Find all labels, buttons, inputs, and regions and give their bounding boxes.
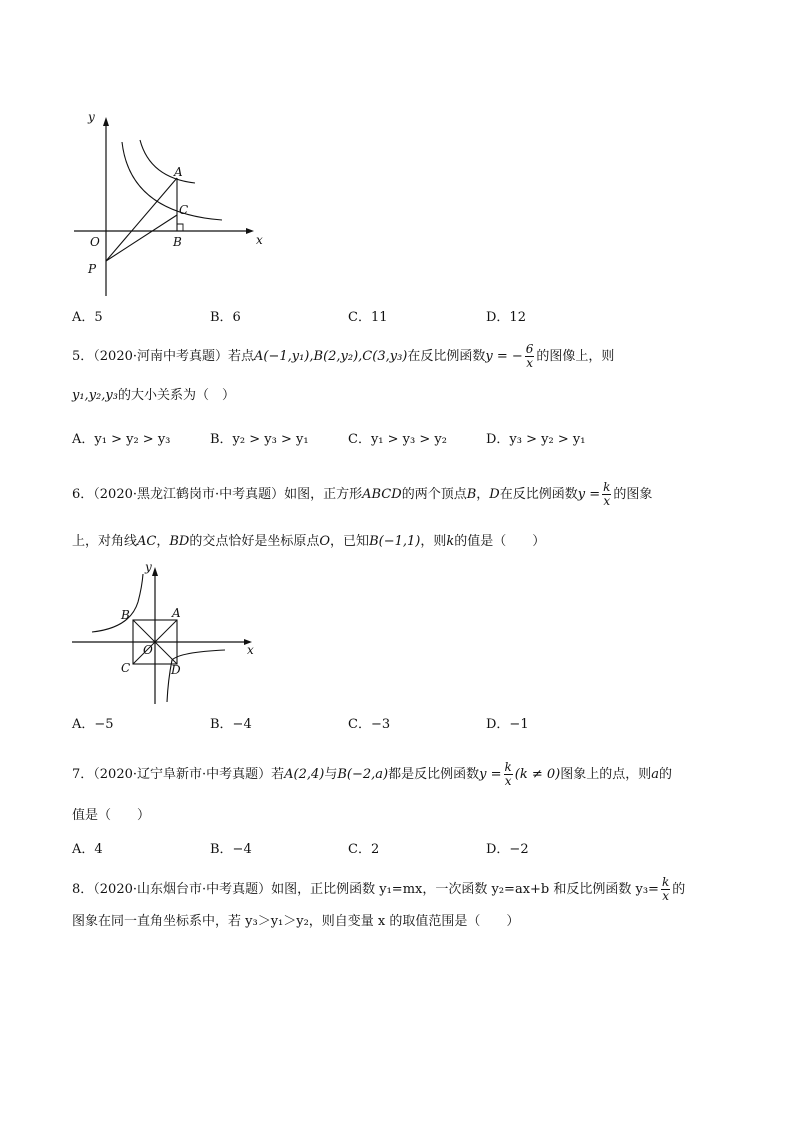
q5-line2-text: 的大小关系为（ ） — [117, 388, 235, 403]
lower-hyperbola — [122, 142, 222, 220]
q4-option-b[interactable]: B．6 — [210, 310, 241, 325]
fig6-label-x: x — [247, 643, 254, 657]
fig6-label-b: B — [121, 608, 130, 622]
upper-hyperbola — [140, 140, 195, 183]
q7-option-c[interactable]: C．2 — [348, 842, 380, 857]
fig4-label-x: x — [256, 233, 263, 247]
y-axis-arrow-icon — [103, 117, 109, 126]
q4-option-d[interactable]: D．12 — [486, 310, 526, 325]
q6-option-c[interactable]: C．−3 — [348, 717, 391, 732]
q5-suffix: 的图像上，则 — [536, 349, 615, 364]
q5-stem-line2 — [72, 386, 235, 406]
q5-option-a[interactable]: A．y₁ > y₂ > y₃ — [72, 432, 171, 447]
q7-fraction: $\frac{k}{x}$ — [504, 760, 512, 788]
fig4-label-a: A — [174, 165, 183, 179]
q5-mid: 在反比例函数 — [407, 349, 486, 364]
q8-stem-line2: 图象在同一直角坐标系中，若 y₃＞y₁＞y₂，则自变量 x 的取值范围是（ ） — [72, 914, 520, 929]
y-axis-arrow-icon — [152, 567, 158, 576]
q6-stem-line2: 上，对角线AC，BD的交点恰好是坐标原点O，已知B(−1,1)，则k的值是（ ） — [72, 534, 546, 549]
q7-stem-line2: 值是（ ） — [72, 808, 151, 823]
q5-stem — [72, 343, 614, 370]
q4-figure — [70, 108, 270, 300]
q7-option-b[interactable]: B．−4 — [210, 842, 252, 857]
q5-option-d[interactable]: D．y₃ > y₂ > y₁ — [486, 432, 586, 447]
q6-stem: 6．（2020·黑龙江鹤岗市·中考真题）如图，正方形ABCD的两个顶点B，D在反比例函数y = $\frac{k}{x}$ 的图象 — [72, 480, 653, 508]
q4-option-a[interactable]: A．5 — [72, 310, 103, 325]
hyperbola-left-branch — [92, 574, 143, 632]
q6-option-b[interactable]: B．−4 — [210, 717, 252, 732]
q7-option-a[interactable]: A．4 — [72, 842, 103, 857]
q5-vars: y₁,y₂,y₃ — [72, 388, 118, 403]
fig6-label-o: O — [143, 643, 153, 657]
fig4-label-b: B — [173, 235, 182, 249]
fig6-label-a: A — [172, 606, 181, 620]
q7-option-d[interactable]: D．−2 — [486, 842, 529, 857]
fig6-label-y: y — [145, 562, 152, 574]
q6-fraction: $\frac{k}{x}$ — [603, 480, 611, 508]
q7-stem: 7．（2020·辽宁阜新市·中考真题）若A(2,4)与B(−2,a)都是反比例函数y = $\frac{k}{x}$ (k ≠ 0)图象上的点，则a的 — [72, 760, 673, 788]
q6-option-d[interactable]: D．−1 — [486, 717, 529, 732]
q8-stem: 8．（2020·山东烟台市·中考真题）如图，正比例函数 y₁=mx，一次函数 y₂=ax+b 和反比例函数 y₃= $\frac{k}{x}$ 的 — [72, 875, 686, 903]
q5-fraction: $\frac{6}{x}$ — [525, 342, 534, 370]
q5-prefix: 5．（2020·河南中考真题）若点 — [72, 349, 254, 364]
q5-option-b[interactable]: B．y₂ > y₃ > y₁ — [210, 432, 309, 447]
x-axis-arrow-icon — [246, 228, 254, 234]
fig4-label-p: P — [88, 262, 97, 276]
q5-points: A(−1,y₁),B(2,y₂),C(3,y₃) — [254, 349, 408, 364]
q6-option-a[interactable]: A．−5 — [72, 717, 114, 732]
q4-option-c[interactable]: C．11 — [348, 310, 388, 325]
fig6-label-c: C — [121, 661, 131, 675]
q8-fraction: $\frac{k}{x}$ — [661, 875, 670, 903]
q5-func: y = − — [485, 349, 523, 364]
fig6-label-d: D — [171, 663, 181, 677]
fig4-label-o: O — [90, 235, 100, 249]
q6-figure — [70, 562, 265, 707]
q5-option-c[interactable]: C．y₁ > y₃ > y₂ — [348, 432, 447, 447]
fig4-label-c: C — [179, 203, 189, 217]
fig4-label-y: y — [88, 110, 95, 124]
